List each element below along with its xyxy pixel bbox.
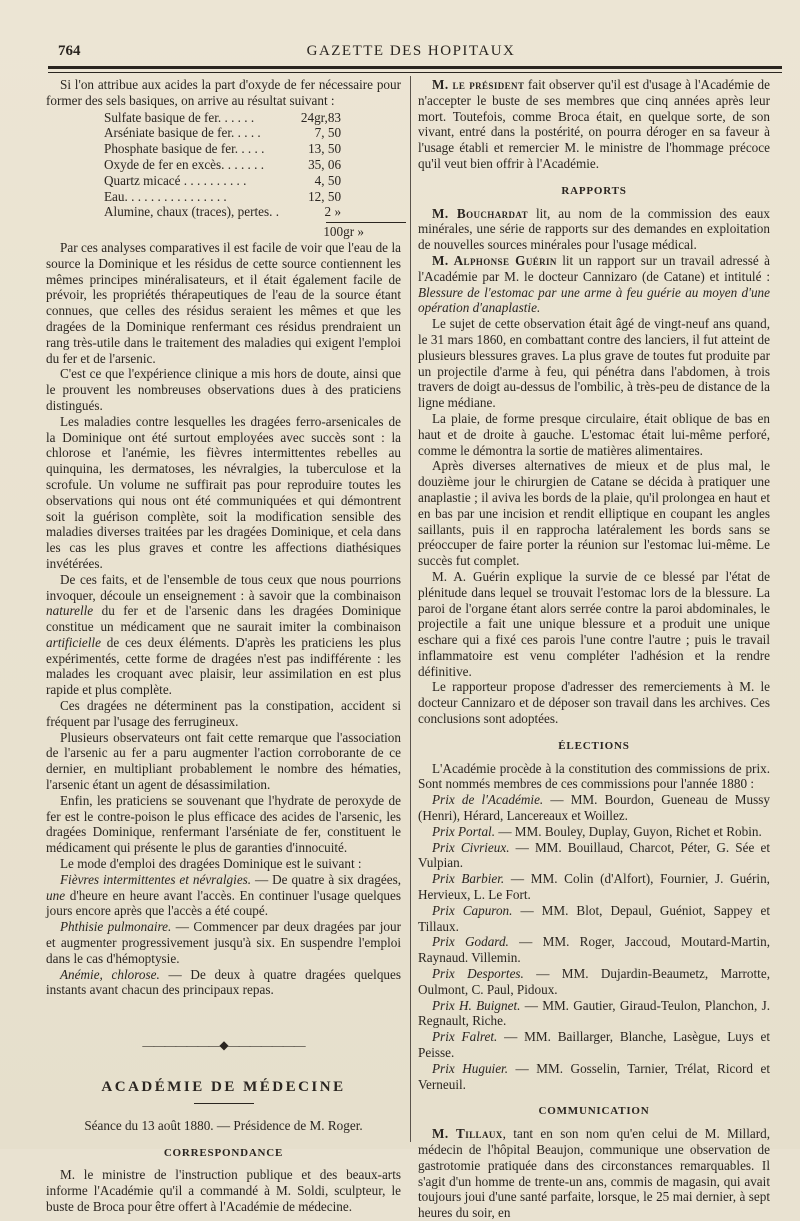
paragraph-tillaux (418, 1126, 770, 1221)
section-ornament: ———————◆——————— (142, 1038, 305, 1053)
text: — De deux à quatre dragées quelques instants avant chacun des principaux repas. (46, 966, 401, 998)
paragraph-correspondance: M. le ministre de l'instruction publique et des beaux-arts informe l'Académie qu'il a commandé à M. Soldi, sculpteur, le buste de Broca pour être offert à l'Académie de médecine. (46, 1167, 401, 1214)
paragraph-guerin (418, 253, 770, 316)
prize-item (418, 871, 770, 903)
paragraph-phthisie (46, 919, 401, 966)
header-rule-thick (48, 66, 782, 69)
text: , tant en son nom qu'en celui de M. Millard, médecin de l'hôpital Beaujon, communique une observation de gastrotomie pratiquée dans des circonstances remarquables. Il s'agit d'un homme de trente-un ans, commis de magasin, qui avait toujours joui d'une santé parfaite, lorsque, le 25 mai dernier, à sept heures du soir, en (418, 1126, 770, 1221)
italic-text: une (46, 887, 66, 903)
analysis-value: 24gr,83 (300, 109, 342, 125)
italic-text: artificielle (46, 634, 101, 650)
speaker-name: M. le président (432, 77, 525, 92)
analysis-component: Oxyde de fer en excès. . . . . . . (104, 156, 265, 172)
prize-name: Prix H. Buignet. (432, 997, 521, 1013)
prizes-list (418, 792, 770, 1092)
page-header (40, 40, 782, 64)
analysis-row (104, 110, 341, 126)
prize-item (418, 998, 770, 1030)
elections-heading: ÉLECTIONS (558, 739, 630, 752)
intro-paragraph: Si l'on attribue aux acides la part d'oxyde de fer nécessaire pour former des sels basiques, on arrive au résultat suivant : (46, 77, 401, 108)
analysis-table (104, 110, 341, 221)
paragraph-comparatives: Par ces analyses comparatives il est facile de voir que l'eau de la source la Dominique et les résidus de cette source contiennent les mêmes principes minéralisateurs, et il était également facile de prévoir, les propriétés thérapeutiques de l'eau de la source étant connues, que celles des résidus seraient les mêmes et que les dragées de la Dominique renfermant ces résidus prendraient un rang très-utile dans le traitement des maladies qui exigent l'emploi du fer et de l'arsenic. (46, 239, 401, 366)
prize-item (418, 1029, 770, 1061)
italic-text: Fièvres intermittentes et névralgies. (60, 871, 252, 887)
prize-members: — MM. Gautier, Giraud-Teulon, Planchon, J. Regnault, Riche. (418, 997, 771, 1029)
paragraph-constipation: Ces dragées ne déterminent pas la constipation, accident si fréquent par l'usage des ferrugineux. (46, 698, 401, 729)
analysis-row (104, 125, 341, 141)
paragraph-mode-emploi: Le mode d'emploi des dragées Dominique est le suivant : (60, 856, 362, 872)
paragraph-hydrate: Enfin, les praticiens se souvenant que l'hydrate de peroxyde de fer est le contre-poison le plus efficace des acides de l'arsenic, les dragées Dominique, renfermant l'arséniate de fer, constituent le médicament qui présente le plus de garanties d'innocuité. (46, 792, 401, 856)
right-column (418, 77, 770, 1221)
analysis-value: 12, 50 (308, 188, 342, 204)
prize-name: Prix de l'Académie. (432, 792, 544, 808)
italic-text: Blessure de l'estomac par une arme à feu guérie au moyen d'une opération d'anaplastie. (418, 284, 770, 316)
text: du fer et de l'arsenic dans les dragées Dominique constitue un médicament que ne saurait imiter la combinaison (46, 603, 401, 635)
correspondance-heading: CORRESPONDANCE (163, 1146, 284, 1159)
analysis-value: 7, 50 (314, 125, 342, 141)
paragraph-plaie: La plaie, de forme presque circulaire, était oblique de bas en haut et de droite à gauche. L'estomac était lui-même perforé, comme le démontra la sortie de matières alimentaires. (418, 410, 770, 458)
paragraph-president (418, 77, 770, 172)
analysis-value: 2 » (324, 204, 342, 220)
prize-item (418, 1061, 770, 1093)
prize-item (418, 903, 770, 935)
journal-title: GAZETTE DES HOPITAUX (306, 43, 516, 59)
rapports-heading: RAPPORTS (561, 184, 627, 197)
analysis-value: 4, 50 (314, 172, 342, 188)
academy-title: ACADÉMIE DE MÉDECINE (101, 1079, 346, 1096)
paragraph-elections: L'Académie procède à la constitution des commissions de prix. Sont nommés membres de ces commissions pour l'année 1880 : (418, 760, 770, 792)
analysis-row (104, 141, 341, 157)
analysis-component: Arséniate basique de fer. . . . . (104, 125, 261, 141)
prize-members: — MM. Bourdon, Gueneau de Mussy (Henri), Hérard, Lancereaux et Woillez. (418, 792, 770, 824)
prize-item (418, 934, 770, 966)
paragraph-arsenic: Plusieurs observateurs ont fait cette remarque que l'association de l'arsenic au fer a paru augmenter l'action corroborante de ce dernier, en multipliant probablement le nombre des hématies, l'arsenic étant un agent de désassimilation. (46, 729, 401, 793)
paragraph-fievres (46, 872, 401, 919)
text: lit un rapport sur un travail adressé à l'Académie par M. le docteur Cannizaro (de Catane) et intitulé : (418, 252, 770, 284)
text: — De quatre à six dragées, (251, 871, 401, 887)
analysis-value: 13, 50 (308, 141, 342, 157)
text: de ces deux éléments. D'après les praticiens les plus expérimentés, cette forme de dragées n'est pas indifférente : les malades les croquant avec plaisir, leur assimilation en est plus rapide et plus complète. (46, 634, 401, 698)
prize-item (418, 824, 770, 840)
text: d'heure en heure avant l'accès. En continuer l'usage quelques jours encore après que l'accès a été coupé. (46, 887, 401, 919)
prize-name: Prix Portal. (432, 823, 496, 839)
prize-name: Prix Godard. (432, 934, 509, 950)
analysis-row (104, 157, 341, 173)
communication-heading: COMMUNICATION (538, 1105, 650, 1118)
header-rule-thin (48, 72, 782, 73)
prize-members: — MM. Bouillaud, Charcot, Péter, G. Sée et Vulpian. (418, 839, 770, 871)
column-divider (410, 76, 411, 1142)
title-rule (194, 1103, 254, 1104)
text: — Commencer par deux dragées par jour et augmenter progressivement jusqu'à six. En suspendre l'emploi dans le cas d'hémoptysie. (46, 919, 401, 966)
prize-name: Prix Falret. (432, 1029, 498, 1045)
prize-name: Prix Barbier. (432, 871, 505, 887)
text: De ces faits, et de l'ensemble de tous ceux que nous pourrions invoquer, découle un enseignement : à savoir que la combinaison (46, 571, 401, 603)
analysis-value: 35, 06 (308, 156, 342, 172)
total-rule (326, 222, 406, 223)
paragraph-maladies: Les maladies contre lesquelles les dragées ferro-arsenicales de la Dominique ont été surtout employées avec succès sont : la chlorose et l'anémie, les fièvres intermittentes rebelles au quinquina, les dermatoses, les névralgies, la tuberculose et la scrofule. Un volume ne suffirait pas pour reproduire toutes les observations qui nous ont été communiquées et qui démontrent soit la guérison complète, soit la modification sensible des maladies diverses traitées par les dragées Dominique, et cela dans les cas les plus graves et contre les affections diathésiques invétérées. (46, 413, 401, 571)
analysis-total: 100gr » (323, 224, 364, 240)
paragraph-enseignement (46, 572, 401, 698)
paragraph-anemie (46, 967, 401, 999)
paragraph-experience: C'est ce que l'expérience clinique a mis hors de doute, ainsi que le prouvent les nombreuses observations dues à des praticiens distingués. (46, 366, 401, 413)
paragraph-anaplastie: Après diverses alternatives de mieux et de plus mal, le douzième jour le chirurgien de Catane se décida à pratiquer une anaplastie ; il aviva les bords de la plaie, qu'il prolongea en haut et en bas par une incision et rendit elliptique en coupant les angles saillants, puis il en rapprocha latéralement les bords sans se préoccuper de faire porter la réunion sur l'estomac lui-même. Le succès fut complet. (418, 458, 770, 569)
paragraph-survie: M. A. Guérin explique la survie de ce blessé par l'état de plénitude dans lequel se trouvait l'estomac lors de la blessure. La paroi de l'organe étant alors serrée contre la paroi abdominales, le projectile a fait une unique blessure et a produit une unique eschare qui a fixé ces parois l'une contre l'autre ; puis le travail inflammatoire est venu compléter l'adhésion et la rendre définitive. (418, 568, 770, 679)
prize-members: — MM. Dujardin-Beaumetz, Marrotte, Oulmont, C. Paul, Pidoux. (418, 966, 770, 997)
italic-text: Anémie, chlorose. (60, 966, 160, 982)
left-column (46, 77, 401, 1215)
analysis-component: Quartz micacé . . . . . . . . . . (104, 172, 247, 188)
speaker-name: M. Bouchardat (432, 205, 529, 221)
prize-members: — MM. Colin (d'Alfort), Fournier, J. Guérin, Hervieux, L. Le Fort. (418, 871, 770, 903)
prize-members: — MM. Roger, Jaccoud, Moutard-Martin, Raynaud. Villemin. (418, 934, 771, 966)
analysis-row (104, 204, 341, 220)
page-number: 764 (58, 43, 81, 59)
prize-members: — MM. Bouley, Duplay, Guyon, Richet et Robin. (495, 823, 762, 839)
prize-item (418, 840, 770, 872)
analysis-component: Alumine, chaux (traces), pertes. . (104, 204, 280, 220)
paragraph-bouchardat (418, 206, 770, 253)
analysis-component: Eau. . . . . . . . . . . . . . . . (104, 188, 227, 204)
prize-members: — MM. Gosselin, Tarnier, Trélat, Ricord et Verneuil. (418, 1060, 770, 1092)
prize-members: — MM. Baillarger, Blanche, Lasègue, Luys et Peisse. (418, 1029, 770, 1061)
prize-name: Prix Capuron. (432, 902, 513, 918)
italic-text: naturelle (46, 603, 94, 619)
speaker-name: M. Tillaux (432, 1126, 503, 1142)
prize-name: Prix Huguier. (432, 1060, 509, 1076)
prize-item (418, 792, 770, 824)
analysis-component: Sulfate basique de fer. . . . . . (104, 109, 255, 125)
prize-name: Prix Civrieux. (432, 839, 510, 855)
text: fait observer qu'il est d'usage à l'Académie de n'accepter le buste de ses membres que cinq années après leur mort. Toutefois, comme Broca était, en quelque sorte, de son vivant, entré dans la postérité, on pourra déroger en sa faveur à l'usage établi et remercier M. le ministre de l'hommage précoce qu'il veut bien offrir à l'Académie. (418, 77, 771, 171)
text: lit, au nom de la commission des eaux minérales, une série de rapports sur des demandes en exploitation de nouvelles sources minérales pour l'usage médical. (418, 205, 770, 253)
paragraph-sujet: Le sujet de cette observation était âgé de vingt-neuf ans quand, le 31 mars 1860, en combattant contre des lanciers, il fut atteint de plusieurs blessures graves. La plus grave de toutes fut produite par un projectile d'arme à feu, qui pénétra dans l'abdomen, à trois travers de doigt au-dessus de l'ombilic, à très-peu de distance de la ligne médiane. (418, 316, 770, 411)
speaker-name: M. Alphonse Guérin (432, 252, 557, 268)
analysis-row (104, 173, 341, 189)
prize-members: — MM. Blot, Depaul, Guéniot, Sappey et Tillaux. (418, 902, 770, 934)
seance-line: Séance du 13 août 1880. — Présidence de M. Roger. (84, 1117, 363, 1133)
analysis-component: Phosphate basique de fer. . . . . (104, 141, 265, 157)
italic-text: Phthisie pulmonaire. (60, 919, 172, 935)
paragraph-rapporteur: Le rapporteur propose d'adresser des remerciements à M. le docteur Cannizaro et de déposer son travail dans les archives. Ces conclusions sont adoptées. (418, 679, 770, 727)
prize-name: Prix Desportes. (432, 966, 524, 982)
prize-item (418, 966, 770, 998)
analysis-row (104, 189, 341, 205)
